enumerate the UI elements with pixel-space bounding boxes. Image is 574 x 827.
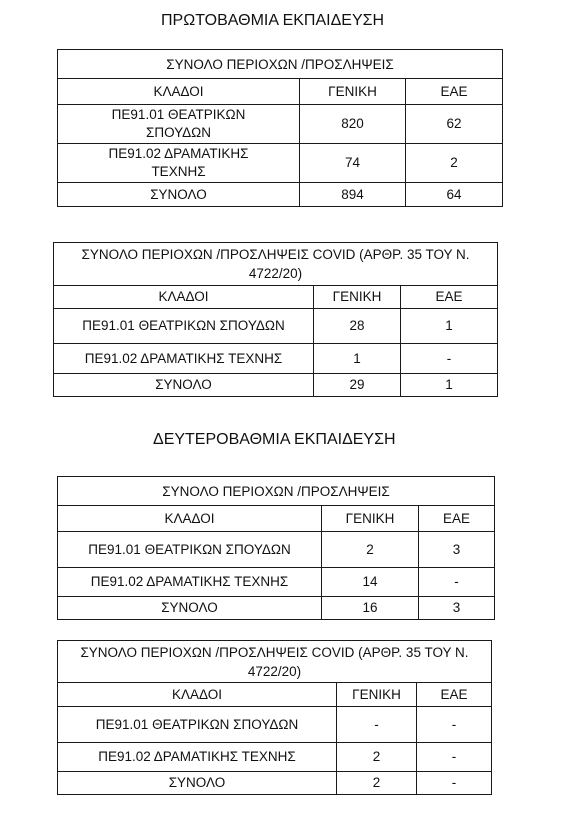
table-title: ΣΥΝΟΛΟ ΠΕΡΙΟΧΩΝ /ΠΡΟΣΛΗΨΕΙΣ COVID (ΑΡΘΡ. 35 ΤΟΥ Ν. 4722/20) — [54, 243, 498, 286]
table-row — [58, 105, 503, 144]
cell-total-label: ΣΥΝΟΛΟ — [58, 597, 322, 620]
cell-general: 820 — [300, 105, 406, 144]
cell-special-education: 1 — [401, 374, 498, 397]
table-primary-covid-hires — [53, 242, 498, 397]
table-row — [58, 568, 495, 597]
cell-general: - — [337, 707, 417, 743]
column-header-general: ΓΕΝΙΚΗ — [337, 683, 417, 707]
cell-specialty: ΠΕ91.01 ΘΕΑΤΡΙΚΩΝ ΣΠΟΥΔΩΝ — [58, 105, 300, 144]
cell-specialty: ΠΕ91.01 ΘΕΑΤΡΙΚΩΝ ΣΠΟΥΔΩΝ — [58, 707, 337, 743]
cell-general: 74 — [300, 144, 406, 183]
cell-special-education: 2 — [406, 144, 503, 183]
column-header-special-education: ΕΑΕ — [406, 79, 503, 105]
table-row-total — [58, 597, 495, 620]
table-secondary-hires — [57, 476, 495, 620]
cell-special-education: - — [401, 344, 498, 374]
cell-general: 2 — [322, 532, 419, 568]
column-header-general: ΓΕΝΙΚΗ — [322, 506, 419, 532]
table-row-total — [58, 183, 503, 207]
table-row — [54, 344, 498, 374]
cell-specialty: ΠΕ91.01 ΘΕΑΤΡΙΚΩΝ ΣΠΟΥΔΩΝ — [54, 309, 314, 344]
cell-general: 16 — [322, 597, 419, 620]
cell-total-label: ΣΥΝΟΛΟ — [54, 374, 314, 397]
table-secondary-covid-hires — [57, 640, 492, 795]
cell-general: 2 — [337, 743, 417, 772]
table-primary-hires — [57, 49, 503, 207]
cell-special-education: 62 — [406, 105, 503, 144]
cell-specialty: ΠΕ91.01 ΘΕΑΤΡΙΚΩΝ ΣΠΟΥΔΩΝ — [58, 532, 322, 568]
column-header-specialty: ΚΛΑΔΟΙ — [58, 683, 337, 707]
column-header-specialty: ΚΛΑΔΟΙ — [54, 286, 314, 309]
cell-special-education: - — [417, 707, 492, 743]
cell-special-education: - — [417, 743, 492, 772]
cell-specialty: ΠΕ91.02 ΔΡΑΜΑΤΙΚΗΣ ΤΕΧΝΗΣ — [58, 144, 300, 183]
table-title: ΣΥΝΟΛΟ ΠΕΡΙΟΧΩΝ /ΠΡΟΣΛΗΨΕΙΣ — [58, 50, 503, 79]
cell-general: 2 — [337, 772, 417, 795]
cell-special-education: 3 — [419, 532, 495, 568]
cell-special-education: 1 — [401, 309, 498, 344]
cell-general: 29 — [314, 374, 401, 397]
table-row — [58, 707, 492, 743]
table-title: ΣΥΝΟΛΟ ΠΕΡΙΟΧΩΝ /ΠΡΟΣΛΗΨΕΙΣ COVID (ΑΡΘΡ. 35 ΤΟΥ Ν. 4722/20) — [58, 641, 492, 683]
column-header-special-education: ΕΑΕ — [401, 286, 498, 309]
cell-specialty: ΠΕ91.02 ΔΡΑΜΑΤΙΚΗΣ ΤΕΧΝΗΣ — [54, 344, 314, 374]
cell-general: 1 — [314, 344, 401, 374]
column-header-specialty: ΚΛΑΔΟΙ — [58, 79, 300, 105]
cell-special-education: 64 — [406, 183, 503, 207]
table-row — [58, 743, 492, 772]
cell-total-label: ΣΥΝΟΛΟ — [58, 772, 337, 795]
cell-special-education: 3 — [419, 597, 495, 620]
cell-specialty: ΠΕ91.02 ΔΡΑΜΑΤΙΚΗΣ ΤΕΧΝΗΣ — [58, 568, 322, 597]
cell-general: 894 — [300, 183, 406, 207]
table-title: ΣΥΝΟΛΟ ΠΕΡΙΟΧΩΝ /ΠΡΟΣΛΗΨΕΙΣ — [58, 477, 495, 506]
column-header-special-education: ΕΑΕ — [419, 506, 495, 532]
cell-general: 28 — [314, 309, 401, 344]
table-row-total — [58, 772, 492, 795]
cell-special-education: - — [419, 568, 495, 597]
cell-total-label: ΣΥΝΟΛΟ — [58, 183, 300, 207]
table-row-total — [54, 374, 498, 397]
cell-general: 14 — [322, 568, 419, 597]
column-header-general: ΓΕΝΙΚΗ — [300, 79, 406, 105]
section-heading-primary: ΠΡΩΤΟΒΑΘΜΙΑ ΕΚΠΑΙΔΕΥΣΗ — [161, 12, 385, 29]
table-row — [58, 532, 495, 568]
table-row — [58, 144, 503, 183]
column-header-general: ΓΕΝΙΚΗ — [314, 286, 401, 309]
column-header-specialty: ΚΛΑΔΟΙ — [58, 506, 322, 532]
table-row — [54, 309, 498, 344]
column-header-special-education: ΕΑΕ — [417, 683, 492, 707]
cell-special-education: - — [417, 772, 492, 795]
section-heading-secondary: ΔΕΥΤΕΡΟΒΑΘΜΙΑ ΕΚΠΑΙΔΕΥΣΗ — [153, 431, 396, 448]
cell-specialty: ΠΕ91.02 ΔΡΑΜΑΤΙΚΗΣ ΤΕΧΝΗΣ — [58, 743, 337, 772]
